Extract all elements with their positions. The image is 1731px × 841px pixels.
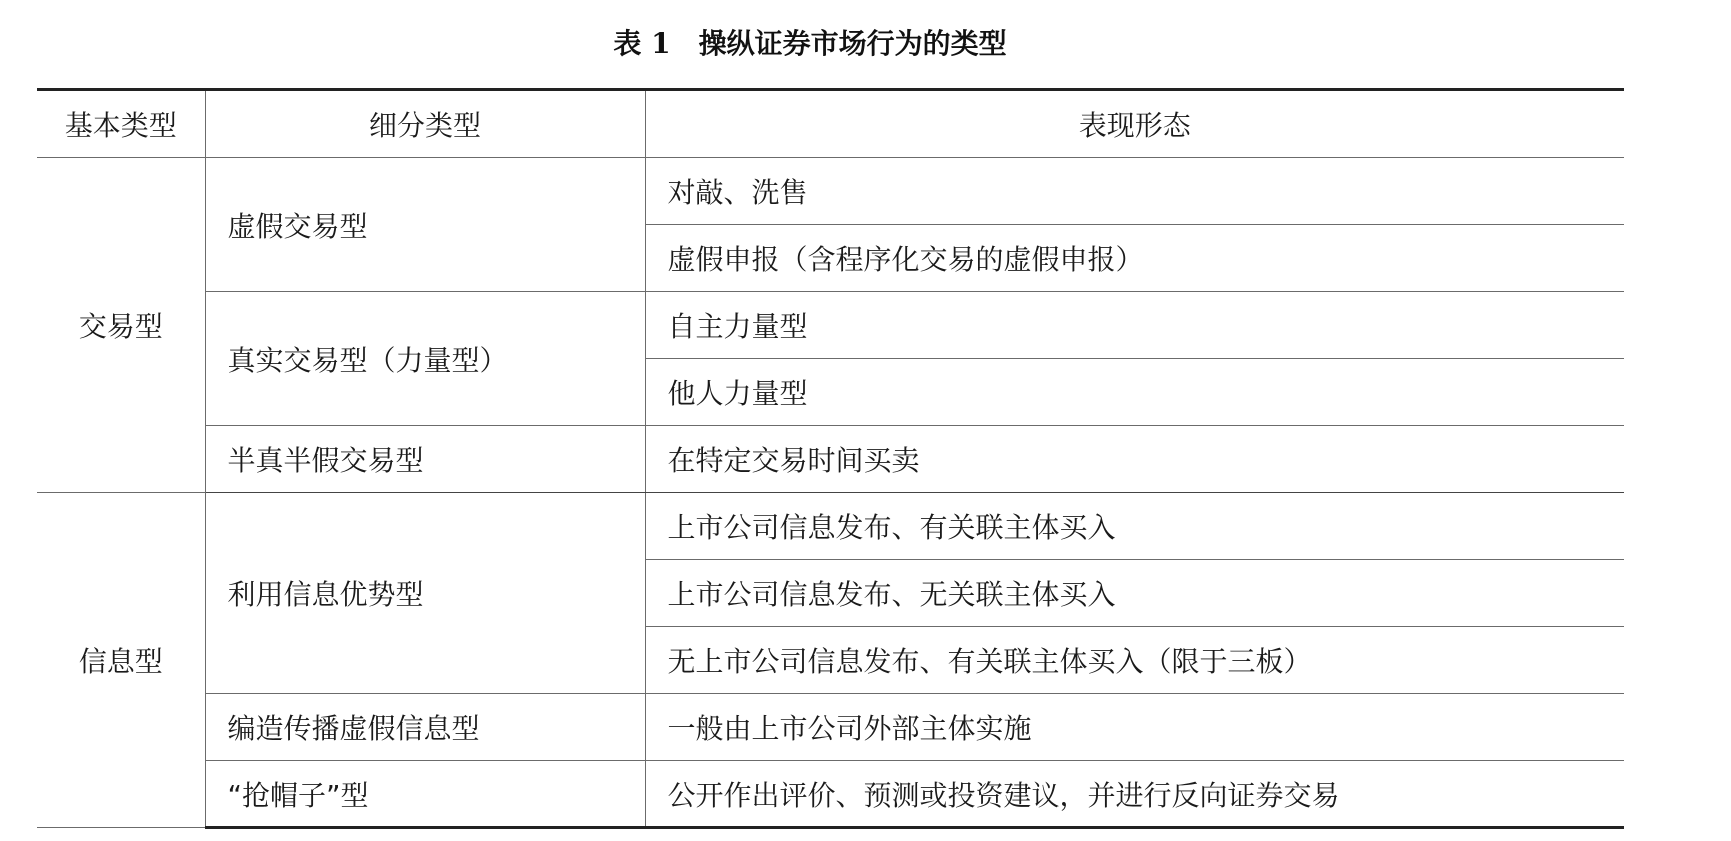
header-row: [37, 90, 1624, 158]
sub-type-cell: 真实交易型（力量型）: [205, 292, 645, 426]
sub-type-cell: 虚假交易型: [205, 158, 645, 292]
form-cell: 公开作出评价、预测或投资建议，并进行反向证券交易: [645, 761, 1624, 828]
header-form: 表现形态: [645, 90, 1624, 158]
basic-type-cell: 信息型: [37, 493, 205, 828]
table-row: [37, 493, 1624, 560]
table-row: [37, 694, 1624, 761]
table-row: [37, 426, 1624, 493]
form-cell: 无上市公司信息发布、有关联主体买入（限于三板）: [645, 627, 1624, 694]
form-cell: 虚假申报（含程序化交易的虚假申报）: [645, 225, 1624, 292]
table-caption: [0, 22, 1620, 62]
sub-type-cell: 利用信息优势型: [205, 493, 645, 694]
form-cell: 在特定交易时间买卖: [645, 426, 1624, 493]
table-row: [37, 292, 1624, 359]
form-cell: 上市公司信息发布、无关联主体买入: [645, 560, 1624, 627]
sub-type-cell: 半真半假交易型: [205, 426, 645, 493]
manipulation-types-table: [37, 88, 1624, 829]
form-cell: 自主力量型: [645, 292, 1624, 359]
caption-title: 操纵证券市场行为的类型: [698, 27, 1007, 60]
header-sub-type: 细分类型: [205, 90, 645, 158]
table-row: [37, 761, 1624, 828]
table-row: [37, 158, 1624, 225]
sub-type-cell: 编造传播虚假信息型: [205, 694, 645, 761]
basic-type-cell: 交易型: [37, 158, 205, 493]
form-cell: 一般由上市公司外部主体实施: [645, 694, 1624, 761]
form-cell: 对敲、洗售: [645, 158, 1624, 225]
sub-type-cell: “抢帽子”型: [205, 761, 645, 828]
caption-number: 表 1: [613, 27, 671, 60]
form-cell: 他人力量型: [645, 359, 1624, 426]
header-basic-type: 基本类型: [37, 90, 205, 158]
form-cell: 上市公司信息发布、有关联主体买入: [645, 493, 1624, 560]
